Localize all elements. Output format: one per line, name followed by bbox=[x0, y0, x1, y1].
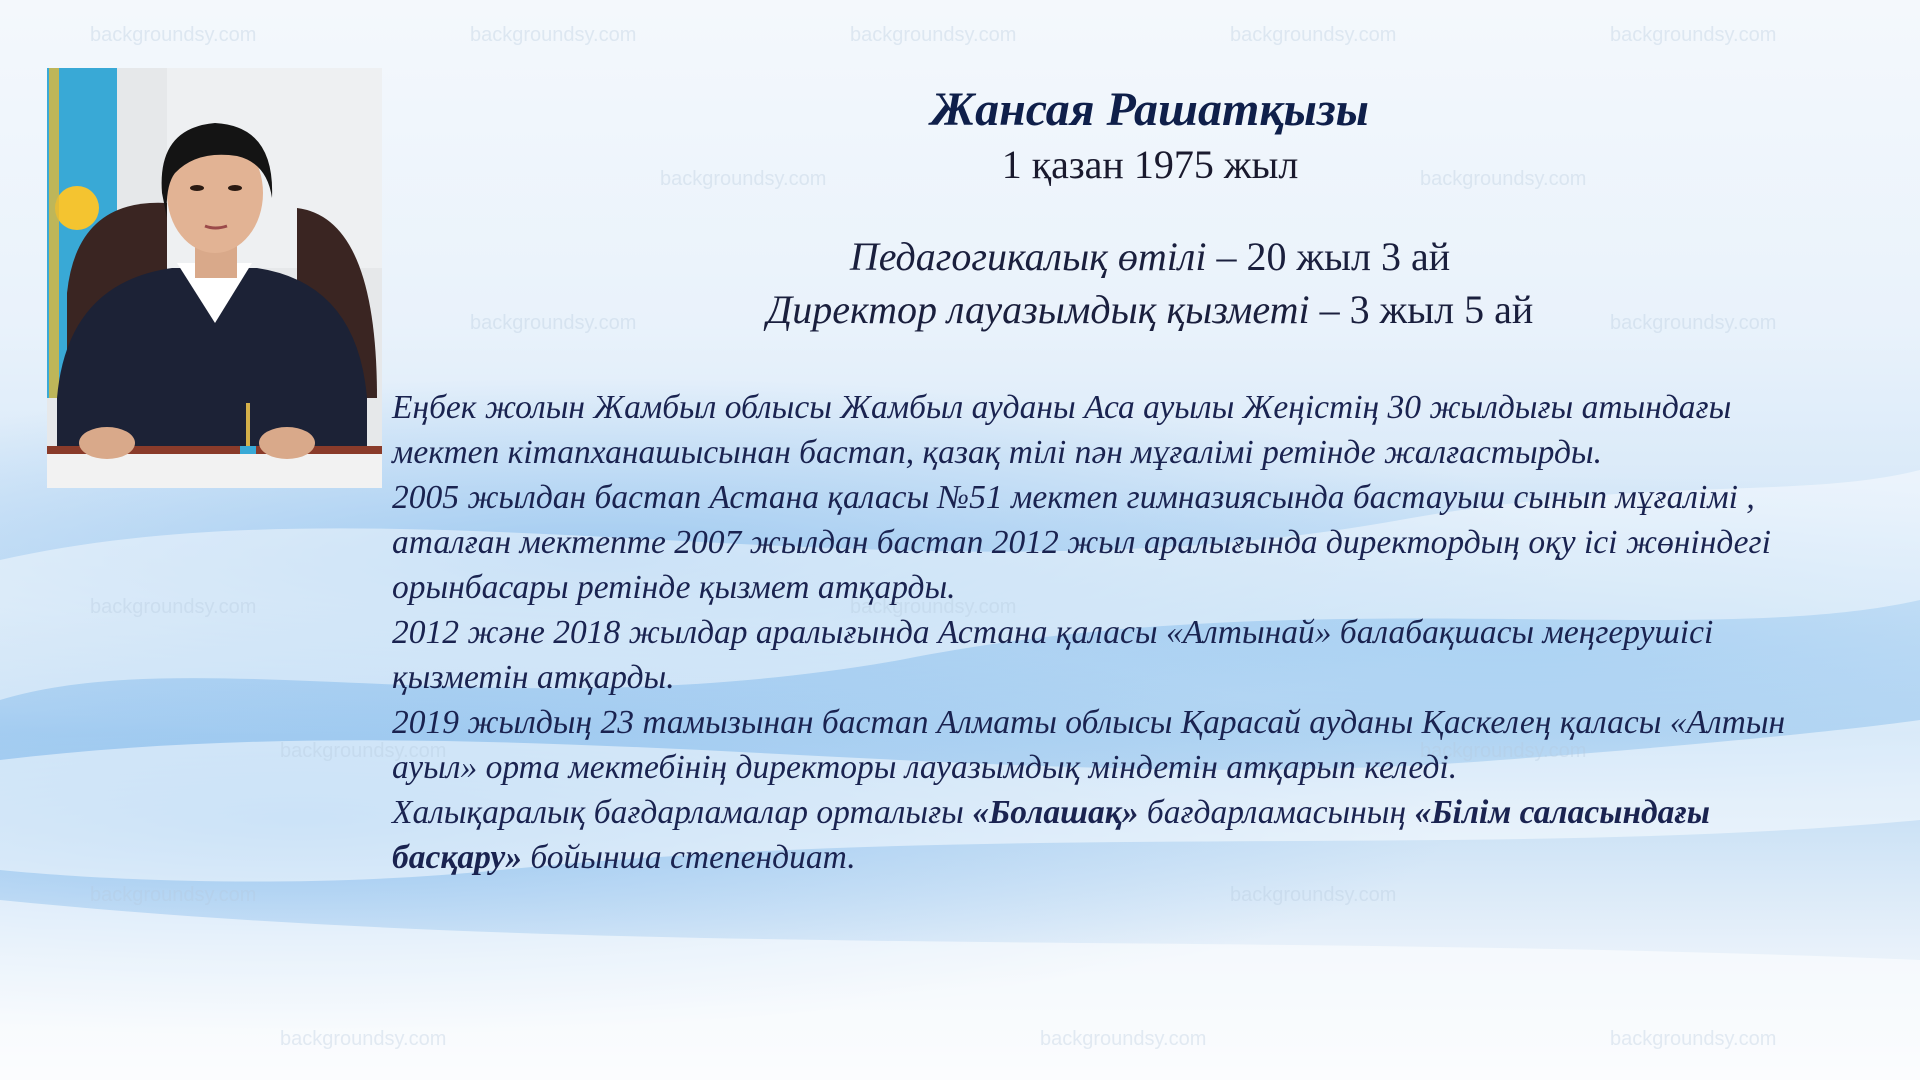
pedagogical-experience bbox=[640, 230, 1660, 283]
watermark-text: backgroundsy.com bbox=[90, 24, 257, 46]
watermark-text: backgroundsy.com bbox=[1610, 312, 1777, 334]
pedagogical-value: – 20 жыл 3 ай bbox=[1206, 234, 1451, 279]
bio-paragraph: 2019 жылдың 23 тамызынан бастап Алматы облысы Қарасай ауданы Қаскелең қаласы «Алтын ауыл» орта мектебінің директоры лауазымдық міндетін атқарып келеді. bbox=[392, 704, 1786, 786]
watermark-text: backgroundsy.com bbox=[1610, 1028, 1777, 1050]
biography bbox=[392, 385, 1832, 880]
bio-paragraph: Еңбек жолын Жамбыл облысы Жамбыл ауданы Аса ауылы Жеңістің 30 жылдығы атындағы мектеп кітапханашысынан бастап, қазақ тілі пән мұғалімі ретінде жалғастырды. bbox=[392, 389, 1732, 471]
bio-text: бағдарламасының bbox=[1138, 794, 1415, 831]
portrait-illustration bbox=[47, 68, 382, 488]
watermark-text: backgroundsy.com bbox=[90, 596, 257, 618]
watermark-text: backgroundsy.com bbox=[850, 596, 1017, 618]
watermark-text: backgroundsy.com bbox=[660, 168, 827, 190]
portrait-photo bbox=[47, 68, 382, 488]
pedagogical-label: Педагогикалық өтілі bbox=[849, 234, 1207, 279]
bio-paragraph: 2005 жылдан бастап Астана қаласы №51 мектеп гимназиясында бастауыш сынып мұғалімі , аталған мектепте 2007 жылдан бастап 2012 жыл аралығында директордың оқу ісі жөніндегі орынбасары ретінде қызмет атқарды. bbox=[392, 479, 1771, 606]
watermark-text: backgroundsy.com bbox=[1610, 24, 1777, 46]
director-label: Директор лауазымдық қызметі bbox=[766, 287, 1310, 332]
bio-paragraph-scholarship bbox=[392, 790, 1832, 880]
watermark-text: backgroundsy.com bbox=[850, 24, 1017, 46]
profile-header bbox=[640, 80, 1660, 336]
watermark-text: backgroundsy.com bbox=[280, 1028, 447, 1050]
watermark-text: backgroundsy.com bbox=[1420, 740, 1587, 762]
watermark-text: backgroundsy.com bbox=[470, 312, 637, 334]
person-name: Жансая Рашатқызы bbox=[931, 83, 1369, 136]
watermark-text: backgroundsy.com bbox=[1230, 24, 1397, 46]
bio-paragraph: 2012 және 2018 жылдар аралығында Астана қаласы «Алтынай» балабақшасы меңгерушісі қызметін атқарды. bbox=[392, 614, 1714, 696]
birth-date: 1 қазан 1975 жыл bbox=[1001, 142, 1299, 187]
experience-block bbox=[640, 230, 1660, 336]
specialization-name: «Білім саласындағы басқару» bbox=[392, 794, 1711, 876]
watermark-text: backgroundsy.com bbox=[1230, 884, 1397, 906]
watermark-text: backgroundsy.com bbox=[1040, 1028, 1207, 1050]
watermark-text: backgroundsy.com bbox=[280, 740, 447, 762]
director-experience bbox=[640, 283, 1660, 336]
director-value: – 3 жыл 5 ай bbox=[1309, 287, 1534, 332]
watermark-text: backgroundsy.com bbox=[470, 24, 637, 46]
watermark-text: backgroundsy.com bbox=[1420, 168, 1587, 190]
bio-text: бойынша степендиат. bbox=[522, 839, 856, 876]
program-name: «Болашақ» bbox=[972, 794, 1139, 831]
watermark-text: backgroundsy.com bbox=[90, 884, 257, 906]
bio-text: Халықаралық бағдарламалар орталығы bbox=[392, 794, 973, 831]
